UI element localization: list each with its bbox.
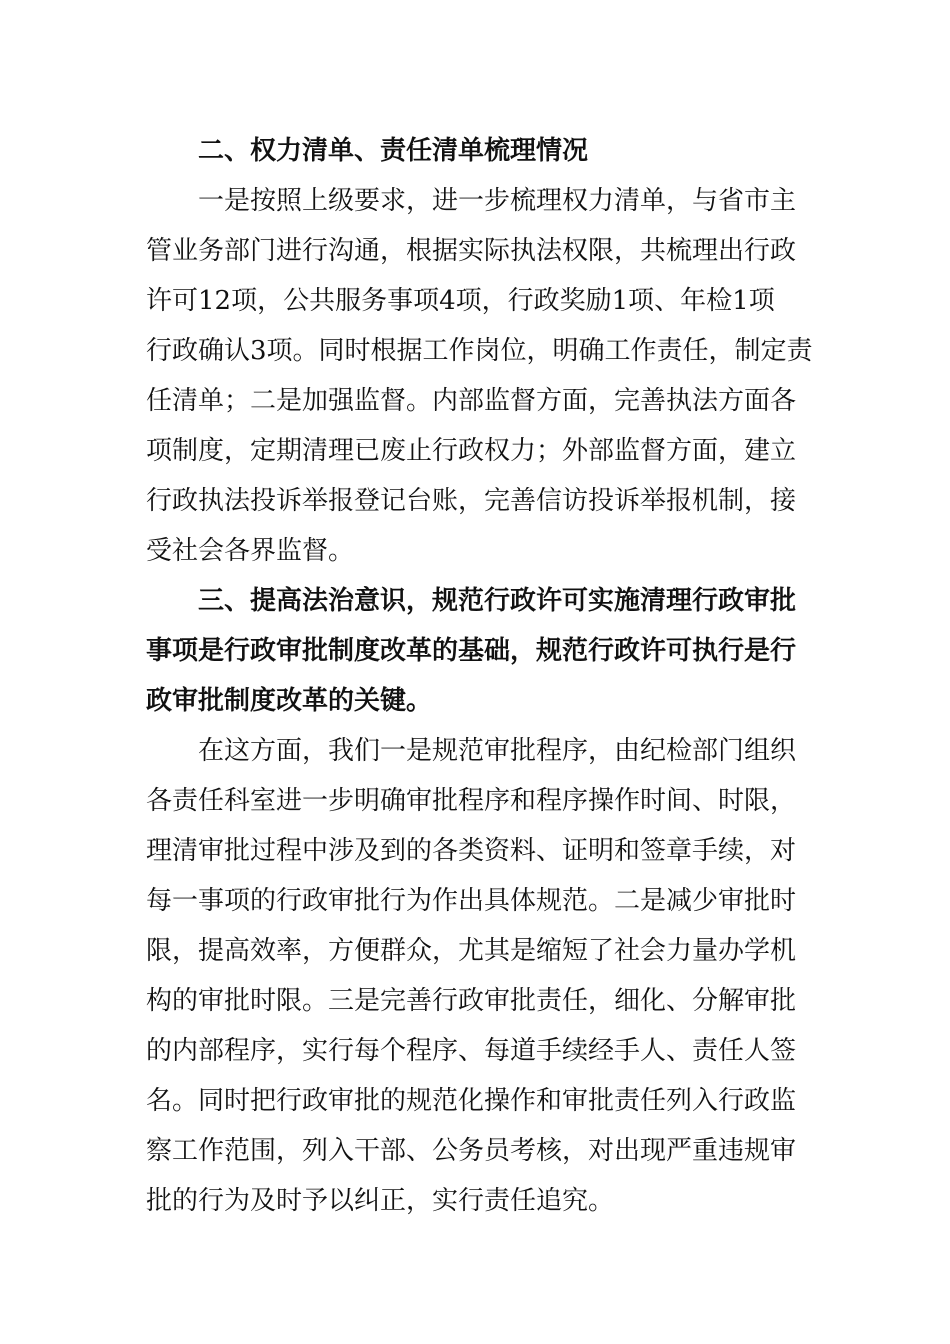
paragraph-line: 察工作范围，列入干部、公务员考核，对出现严重违规审 (146, 1136, 797, 1166)
paragraph-line: 构的审批时限。三是完善行政审批责任，细化、分解审批 (146, 986, 797, 1016)
paragraph-line: 许可12项，公共服务事项4项，行政奖励1项、年检1项 (146, 286, 775, 316)
section-heading-3-line: 政审批制度改革的关键。 (146, 686, 433, 716)
paragraph-line: 任清单；二是加强监督。内部监督方面，完善执法方面各 (146, 386, 797, 416)
section-heading-3-line: 三、提高法治意识，规范行政许可实施清理行政审批 (198, 586, 797, 616)
paragraph-line: 名。同时把行政审批的规范化操作和审批责任列入行政监 (146, 1086, 797, 1116)
paragraph-line: 每一事项的行政审批行为作出具体规范。二是减少审批时 (146, 886, 797, 916)
paragraph-line: 批的行为及时予以纠正，实行责任追究。 (146, 1186, 615, 1216)
section-heading-2: 二、权力清单、责任清单梳理情况 (198, 136, 589, 166)
section-heading-3-line: 事项是行政审批制度改革的基础，规范行政许可执行是行 (146, 636, 797, 666)
paragraph-line: 的内部程序，实行每个程序、每道手续经手人、责任人签 (146, 1036, 797, 1066)
paragraph-line: 一是按照上级要求，进一步梳理权力清单，与省市主 (198, 186, 797, 216)
paragraph-line: 受社会各界监督。 (146, 536, 355, 566)
paragraph-line: 限，提高效率，方便群众，尤其是缩短了社会力量办学机 (146, 936, 797, 966)
paragraph-line: 行政确认3项。同时根据工作岗位，明确工作责任，制定责 (146, 336, 813, 366)
paragraph-line: 项制度，定期清理已废止行政权力；外部监督方面，建立 (146, 436, 797, 466)
paragraph-line: 行政执法投诉举报登记台账，完善信访投诉举报机制，接 (146, 486, 797, 516)
paragraph-line: 理清审批过程中涉及到的各类资料、证明和签章手续，对 (146, 836, 797, 866)
paragraph-line: 各责任科室进一步明确审批程序和程序操作时间、时限， (146, 786, 797, 816)
paragraph-line: 管业务部门进行沟通，根据实际执法权限，共梳理出行政 (146, 236, 797, 266)
paragraph-line: 在这方面，我们一是规范审批程序，由纪检部门组织 (198, 736, 797, 766)
